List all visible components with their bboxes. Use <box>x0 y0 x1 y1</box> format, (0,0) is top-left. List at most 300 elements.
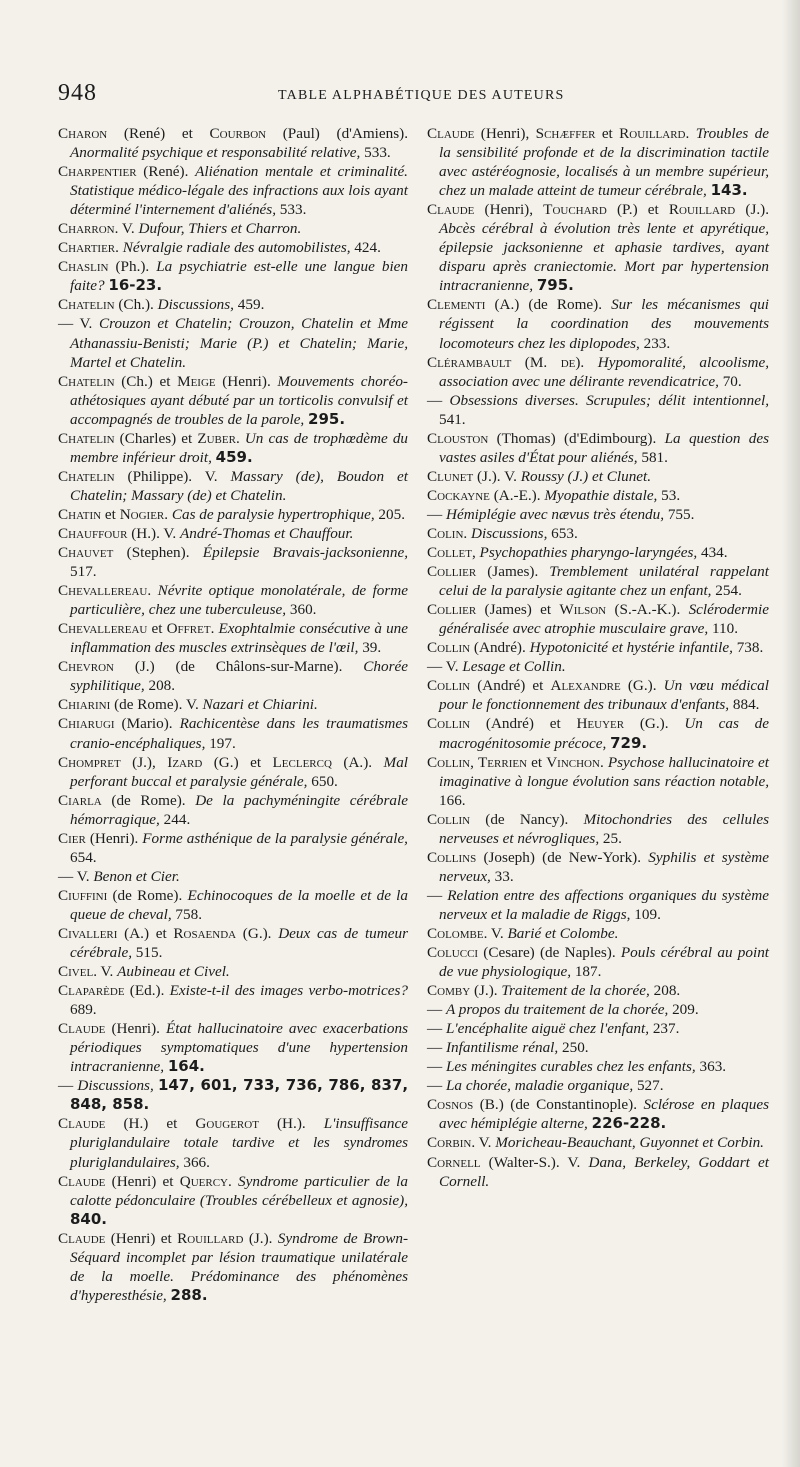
entry-text: 237. <box>649 1020 680 1038</box>
entry-text: (G.) et <box>202 753 273 771</box>
author-name: Chatelin <box>58 372 115 390</box>
entry-text: (Henri) et <box>105 1172 180 1190</box>
entry-text: (H.) et <box>105 1115 196 1133</box>
entry-text: (M. <box>511 353 561 371</box>
left-column <box>58 124 408 1305</box>
article-title: Barié et Colombe. <box>507 924 619 942</box>
running-title: TABLE ALPHABÉTIQUE DES AUTEURS <box>278 88 565 103</box>
index-entry <box>427 848 769 886</box>
entry-text: 250. <box>558 1039 589 1057</box>
index-entry <box>427 810 769 848</box>
author-name: Nogier <box>119 505 165 523</box>
index-entry <box>58 257 408 295</box>
page-header <box>58 80 762 110</box>
entry-text: — <box>427 1039 446 1057</box>
author-name: Civel <box>58 963 94 981</box>
author-name: Claude <box>58 1229 106 1247</box>
index-entry <box>427 295 769 352</box>
entry-text: — V. <box>427 658 463 676</box>
entry-text: (de Rome). <box>107 886 188 904</box>
index-entry <box>427 524 769 543</box>
article-title: Mouvements choréo-athétosiques ayant débuté par un torticolis convulsif et accompagnés de troubles de la parole, <box>70 372 408 428</box>
index-entry <box>58 886 408 924</box>
page-ref: 295. <box>308 409 346 428</box>
author-name: Touchard <box>543 201 607 219</box>
page-ref: 459. <box>215 447 253 466</box>
entry-text: 884. <box>729 696 760 714</box>
article-title: Benon et Cier. <box>93 867 180 885</box>
article-title: Forme asthénique de la paralysie générale, <box>142 829 408 847</box>
article-title: Infantilisme rénal, <box>445 1039 559 1057</box>
author-name: Terrien <box>478 753 528 771</box>
author-name: Claude <box>58 1172 106 1190</box>
entry-text: (de Rome). <box>101 791 196 809</box>
entry-text: (G.). <box>624 715 685 733</box>
entry-text: (B.) (de Constantinople). <box>473 1096 644 1114</box>
entry-text: (A.) (de Rome). <box>485 296 612 314</box>
author-name: Heuyer <box>576 715 625 733</box>
entry-text: 434. <box>697 544 728 562</box>
entry-text: (Joseph) (de New-York). <box>476 848 649 866</box>
index-entry <box>427 981 769 1000</box>
article-title: Syndrome particulier de la calotte pédonculaire (Troubles cérébelleux et agnosie), <box>70 1172 408 1209</box>
entry-text: . V. <box>483 924 508 942</box>
index-entry <box>58 753 408 791</box>
index-entry <box>58 162 408 219</box>
article-title: Dana, Berkeley, Goddart et Cornell. <box>439 1153 769 1190</box>
index-entry <box>427 638 769 657</box>
author-name: Clunet <box>427 467 474 485</box>
right-column <box>427 124 769 1191</box>
article-title: Echinocoques de la moelle et de la queue de cheval, <box>70 886 408 923</box>
author-name: Chartier <box>58 239 116 257</box>
article-title: La psychiatrie est-elle une langue bien faite? <box>70 258 408 295</box>
index-entry <box>427 486 769 505</box>
author-name: Cosnos <box>427 1096 474 1114</box>
author-name: Vinchon <box>546 753 600 771</box>
author-name: Izard <box>167 753 203 771</box>
author-name: Rouillard <box>177 1229 244 1247</box>
article-title: Syndrome de Brown-Séquard incomplet par lésion traumatique unilatérale de la moelle. Prédominance des phénomènes d'hyperesthésie, <box>70 1229 408 1304</box>
entry-text: (Henri). <box>105 1020 167 1038</box>
entry-text: (Thomas) (d'Edimbourg). <box>488 429 665 447</box>
entry-text: ). <box>575 353 598 371</box>
index-entry <box>58 981 408 1019</box>
entry-text: (Mario). <box>114 715 180 733</box>
entry-text: 109. <box>630 905 661 923</box>
page-ref: 288. <box>170 1285 208 1304</box>
entry-text: 517. <box>70 563 97 581</box>
author-name: Clérambault <box>427 353 512 371</box>
article-title: État hallucinatoire avec exacerbations périodiques symptomatiques d'une hypertension intracranienne, <box>70 1020 408 1076</box>
entry-text: (Cesare) (de Naples). <box>478 944 621 962</box>
index-entry <box>427 886 769 924</box>
entry-text: (Ch.). <box>114 296 158 314</box>
entry-text: (Ph.). <box>108 258 157 276</box>
entry-text: (G.). <box>236 924 279 942</box>
index-entry <box>58 619 408 657</box>
article-title: Épilepsie Bravais-jacksonienne, <box>202 544 408 562</box>
entry-text: (A.). <box>331 753 384 771</box>
entry-text: (Henri), <box>474 125 536 142</box>
article-title: Les méningites curables chez les enfants, <box>445 1058 696 1076</box>
entry-text: . <box>685 125 696 142</box>
entry-text: . <box>228 1172 239 1190</box>
index-entry <box>427 943 769 981</box>
article-title: Un cas de macrogénitosomie précoce, <box>439 715 769 752</box>
article-title: Abcès cérébral à évolution très lente et apyrétique, épilepsie jacksonienne et aphasie tardives, ayant disparu après craniectomie. Mort par hypertension intracranienne, <box>439 220 769 295</box>
entry-text: (René) et <box>107 125 210 142</box>
author-name: Chatelin <box>58 429 115 447</box>
author-name: Quercy <box>179 1172 228 1190</box>
article-title: L'insuffisance pluriglandulaire totale tardive et les syndromes pluriglandulaires, <box>70 1115 408 1171</box>
entry-text: — <box>427 505 446 523</box>
index-entry <box>427 467 769 486</box>
entry-text: 755. <box>664 505 695 523</box>
author-name: Charpentier <box>58 163 137 181</box>
article-title: Aliénation mentale et criminalité. Statistique médico-légale des infractions aux lois ayant déterminé l'internement d'aliénés, <box>70 163 408 219</box>
page-ref: 795. <box>536 276 574 295</box>
entry-text: 205. <box>374 505 405 523</box>
article-title: La chorée, maladie organique, <box>445 1077 634 1095</box>
entry-text: (A.-E.). <box>489 486 545 504</box>
article-title: Syphilis et système nerveux, <box>439 848 769 885</box>
author-name: Schæffer <box>535 125 596 142</box>
author-name: Collin <box>427 753 471 771</box>
author-name: Colin <box>427 524 464 542</box>
index-entry <box>427 600 769 638</box>
index-entry <box>427 924 769 943</box>
index-entry <box>58 924 408 962</box>
entry-text: 39. <box>358 639 382 657</box>
article-title: Sclérose en plaques avec hémiplégie alterne, <box>439 1096 769 1133</box>
article-title: Lesage et Collin. <box>462 658 566 676</box>
article-title: Psychopathies pharyngo-laryngées, <box>479 544 698 562</box>
index-entry <box>427 657 769 676</box>
entry-text: (James) et <box>476 601 560 619</box>
entry-text: (René). <box>136 163 196 181</box>
entry-text: 689. <box>70 1001 97 1019</box>
index-entry <box>58 657 408 695</box>
entry-text: . <box>115 239 123 257</box>
page-ref: 729. <box>610 733 648 752</box>
article-title: André-Thomas et Chauffour. <box>180 524 354 542</box>
article-title: Dufour, Thiers et Charron. <box>138 220 302 238</box>
index-entry <box>427 1057 769 1076</box>
author-name: Chaslin <box>58 258 109 276</box>
entry-text: 360. <box>286 601 317 619</box>
index-entry <box>58 962 408 981</box>
index-entry <box>427 1095 769 1133</box>
article-title: Discussions, <box>471 524 548 542</box>
article-title: Crouzon et Chatelin; Crouzon, Chatelin et Mme Athanassiu-Benisti; Marie (P.) et Chatelin; Marie, Martel et Chatelin. <box>70 315 408 371</box>
entry-text: 363. <box>695 1058 727 1076</box>
author-name: Chevron <box>58 658 114 676</box>
entry-text: 110. <box>708 620 739 638</box>
article-title: Discussions, <box>77 1077 154 1095</box>
entry-text: et <box>147 620 167 638</box>
entry-text: 654. <box>70 848 97 866</box>
entry-text: , <box>471 544 480 562</box>
author-name: Corbin <box>427 1134 472 1152</box>
article-title: Hypotonicité et hystérie infantile, <box>529 639 733 657</box>
index-entry <box>58 1076 408 1114</box>
article-title: Roussy (J.) et Clunet. <box>520 467 652 485</box>
entry-text: — <box>58 1077 78 1095</box>
entry-text: . V. <box>471 1134 496 1152</box>
index-entry <box>58 695 408 714</box>
author-name: Claude <box>58 1115 106 1133</box>
index-entry <box>58 1114 408 1171</box>
article-title: Sclérodermie généralisée avec atrophie musculaire grave, <box>439 601 769 638</box>
article-title: Sur les mécanismes qui régissent la coordination des mouvements locomoteurs chez les diplopodes, <box>439 296 770 352</box>
entry-text: 541. <box>439 410 466 428</box>
article-title: Exophtalmie consécutive à une inflammation des muscles extrinsèques de l'œil, <box>70 620 408 657</box>
index-entry <box>427 200 769 295</box>
entry-text: (A.) et <box>117 924 174 942</box>
entry-text: 459. <box>233 296 265 314</box>
article-title: Cas de paralysie hypertrophique, <box>171 505 375 523</box>
page-ref: 226-228. <box>591 1114 667 1133</box>
index-entry <box>58 829 408 867</box>
index-entry <box>427 1000 769 1019</box>
entry-text: (P.) et <box>606 201 669 219</box>
page-number: 948 <box>58 80 97 106</box>
index-entry <box>58 1019 408 1076</box>
entry-text: et <box>595 125 620 142</box>
article-title: Obsessions diverses. Scrupules; délit intentionnel, <box>449 391 769 409</box>
article-title: Rachicentèse dans les traumatismes cranio-encéphaliques, <box>70 715 409 752</box>
entry-text: (J.). V. <box>473 467 521 485</box>
author-name: Collin <box>427 639 471 657</box>
entry-text: (J.). <box>470 982 502 1000</box>
author-name: Claude <box>427 201 475 219</box>
entry-text: 208. <box>144 677 176 695</box>
index-entry <box>58 238 408 257</box>
entry-text: . <box>164 505 172 523</box>
index-entry <box>58 1229 408 1305</box>
article-title: Psychose hallucinatoire et imaginative à longue évolution sans réaction notable, <box>439 753 770 790</box>
index-entry <box>58 295 408 314</box>
author-name: Colombe <box>427 924 484 942</box>
article-title: Discussions, <box>157 296 234 314</box>
entry-text: (Henri). <box>85 829 143 847</box>
author-name: Chevallereau <box>58 582 148 600</box>
index-entry <box>427 1076 769 1095</box>
index-entry <box>427 753 769 810</box>
entry-text: (Walter-S.). V. <box>480 1153 589 1171</box>
author-name: Chiarini <box>58 696 111 714</box>
page-ref: 143. <box>710 181 748 200</box>
entry-text: et <box>527 753 547 771</box>
author-name: Claude <box>58 1020 106 1038</box>
author-name: Chevallereau <box>58 620 148 638</box>
entry-text: (H.). <box>258 1115 324 1133</box>
entry-text: 53. <box>657 486 681 504</box>
entry-text: — V. <box>58 867 94 885</box>
entry-text: 208. <box>649 982 681 1000</box>
article-title: Moricheau-Beauchant, Guyonnet et Corbin. <box>495 1134 764 1152</box>
article-title: Chorée syphilitique, <box>70 658 408 695</box>
entry-text: — <box>427 886 448 904</box>
entry-text: 366. <box>179 1153 210 1171</box>
entry-text: et <box>101 505 120 523</box>
entry-text: 197. <box>205 734 236 752</box>
author-name: Gougerot <box>195 1115 259 1133</box>
entry-text: (H.). V. <box>127 524 181 542</box>
author-name: Charon <box>58 125 108 142</box>
author-name: Wilson <box>559 601 607 619</box>
author-name: Chatin <box>58 505 102 523</box>
author-name: Collin <box>427 810 471 828</box>
index-entry <box>427 1038 769 1057</box>
article-title: De la pachyméningite cérébrale hémorragique, <box>70 791 408 828</box>
index-entry <box>427 429 769 467</box>
author-name: Zuber <box>197 429 236 447</box>
index-entry <box>427 1019 769 1038</box>
entry-text: (S.-A.-K.). <box>606 601 689 619</box>
entry-text: 33. <box>490 867 514 885</box>
author-name: Clouston <box>427 429 489 447</box>
article-title: Existe-t-il des images verbo-motrices? <box>169 982 408 1000</box>
author-name: Chauffour <box>58 524 128 542</box>
article-title: L'encéphalite aiguë chez l'enfant, <box>445 1020 650 1038</box>
author-name: Meige <box>177 372 216 390</box>
entry-text: — <box>427 1020 446 1038</box>
index-entry <box>427 353 769 391</box>
entry-text: . V. <box>114 220 139 238</box>
entry-text: . <box>235 429 245 447</box>
entry-text: 653. <box>547 524 578 542</box>
index-entry <box>58 791 408 829</box>
entry-text: 533. <box>276 201 307 219</box>
entry-text: , <box>470 753 479 771</box>
author-name: Cockayne <box>427 486 490 504</box>
entry-text: (Paul) (d'Amiens). <box>266 125 409 142</box>
author-name: Leclercq <box>272 753 332 771</box>
index-entry <box>427 1153 769 1191</box>
index-entry <box>58 429 408 467</box>
author-name: Rosaenda <box>173 924 237 942</box>
entry-text: — <box>427 1058 446 1076</box>
index-entry <box>58 581 408 619</box>
article-title: Névrite optique monolatérale, de forme particulière, chez une tuberculeuse, <box>70 582 408 619</box>
entry-text: (Ed.). <box>124 982 170 1000</box>
entry-text: (J.) (de Châlons-sur-Marne). <box>113 658 364 676</box>
index-entry <box>427 505 769 524</box>
entry-text: (G.). <box>620 677 664 695</box>
entry-text: — <box>427 1001 446 1019</box>
author-name: Chompret <box>58 753 121 771</box>
author-name: Claparède <box>58 982 125 1000</box>
entry-text: 533. <box>360 144 391 162</box>
author-name: Charron <box>58 220 115 238</box>
entry-text: 527. <box>633 1077 664 1095</box>
entry-text: (Henri) et <box>105 1229 178 1247</box>
article-title: Myopathie distale, <box>544 486 658 504</box>
entry-text: (Henri). <box>215 372 278 390</box>
author-name: Rouillard <box>668 201 736 219</box>
entry-text: 233. <box>639 334 671 352</box>
entry-text: 187. <box>571 963 602 981</box>
article-title: Aubineau et Civel. <box>117 963 230 981</box>
article-title: Massary (de), Boudon et Chatelin; Massary (de) et Chatelin. <box>70 467 408 504</box>
entry-text: (André). <box>470 639 530 657</box>
author-name: Collin <box>427 715 471 733</box>
entry-text: . V. <box>93 963 118 981</box>
article-title: Anormalité psychique et responsabilité relative, <box>70 144 361 162</box>
author-name: Chauvet <box>58 544 114 562</box>
article-title: Traitement de la chorée, <box>501 982 650 1000</box>
page-ref: 147, 601, 733, 736, 786, 837, 848, 858. <box>70 1076 409 1114</box>
index-entry <box>58 543 408 581</box>
article-title: Hémiplégie avec nævus très étendu, <box>445 505 665 523</box>
entry-text: 738. <box>732 639 764 657</box>
index-entry <box>427 391 769 429</box>
author-name: Rouillard <box>619 125 686 142</box>
article-title: Névralgie radiale des automobilistes, <box>122 239 351 257</box>
index-entry <box>58 524 408 543</box>
index-entry <box>427 676 769 714</box>
author-name: Alexandre <box>550 677 621 695</box>
author-name: Collier <box>427 601 477 619</box>
entry-text: 650. <box>307 772 338 790</box>
author-name: Cornell <box>427 1153 481 1171</box>
entry-text: (de Rome). V. <box>110 696 203 714</box>
article-title: La question des vastes asiles d'État pour aliénés, <box>439 429 769 466</box>
author-name: Chatelin <box>58 467 115 485</box>
article-title: Deux cas de tumeur cérébrale, <box>70 924 408 962</box>
entry-text: . <box>463 524 471 542</box>
entry-text: . <box>147 582 158 600</box>
entry-text: (Stephen). <box>113 544 203 562</box>
index-entry <box>58 314 408 371</box>
author-name: Collins <box>427 848 477 866</box>
article-title: Mitochondries des cellules nerveuses et névrogliques, <box>439 810 769 847</box>
author-name: Claude <box>427 125 475 142</box>
entry-text: 25. <box>599 829 622 847</box>
entry-text: — V. <box>58 315 99 333</box>
author-name: Collier <box>427 563 477 581</box>
index-entry <box>427 562 769 600</box>
entry-text: (J.). <box>735 201 770 219</box>
entry-text: — <box>427 391 450 409</box>
entry-text: (Philippe). V. <box>114 467 231 485</box>
entry-text: 758. <box>171 905 202 923</box>
entry-text: (James). <box>476 563 550 581</box>
article-title: Troubles de la sensibilité profonde et de la discrimination tactile avec astéréognosie, localisés à un membre supérieur, chez un malade atteint de tumeur cérébrale, <box>439 125 769 200</box>
entry-text: (André) et <box>470 677 551 695</box>
index-entry <box>427 714 769 752</box>
index-entry <box>427 124 769 200</box>
index-entry <box>58 124 408 162</box>
entry-text: 581. <box>637 448 668 466</box>
author-name: Ciuffini <box>58 886 108 904</box>
entry-text: . <box>210 620 219 638</box>
entry-text: 70. <box>718 372 742 390</box>
index-entry <box>58 867 408 886</box>
article-title: Pouls cérébral au point de vue physiologique, <box>439 944 770 981</box>
author-name: Civalleri <box>58 924 118 942</box>
index-entry <box>427 543 769 562</box>
article-title: Hypomoralité, alcoolisme, association avec une délirante revendicatrice, <box>439 353 770 390</box>
article-title: Tremblement unilatéral rappelant celui de la paralysie agitante chez un enfant, <box>439 563 769 600</box>
author-name: Courbon <box>209 125 267 142</box>
entry-text: — <box>427 1077 446 1095</box>
entry-text: (J.), <box>120 753 168 771</box>
page-ref: 164. <box>167 1057 205 1076</box>
author-name: Chiarugi <box>58 715 115 733</box>
